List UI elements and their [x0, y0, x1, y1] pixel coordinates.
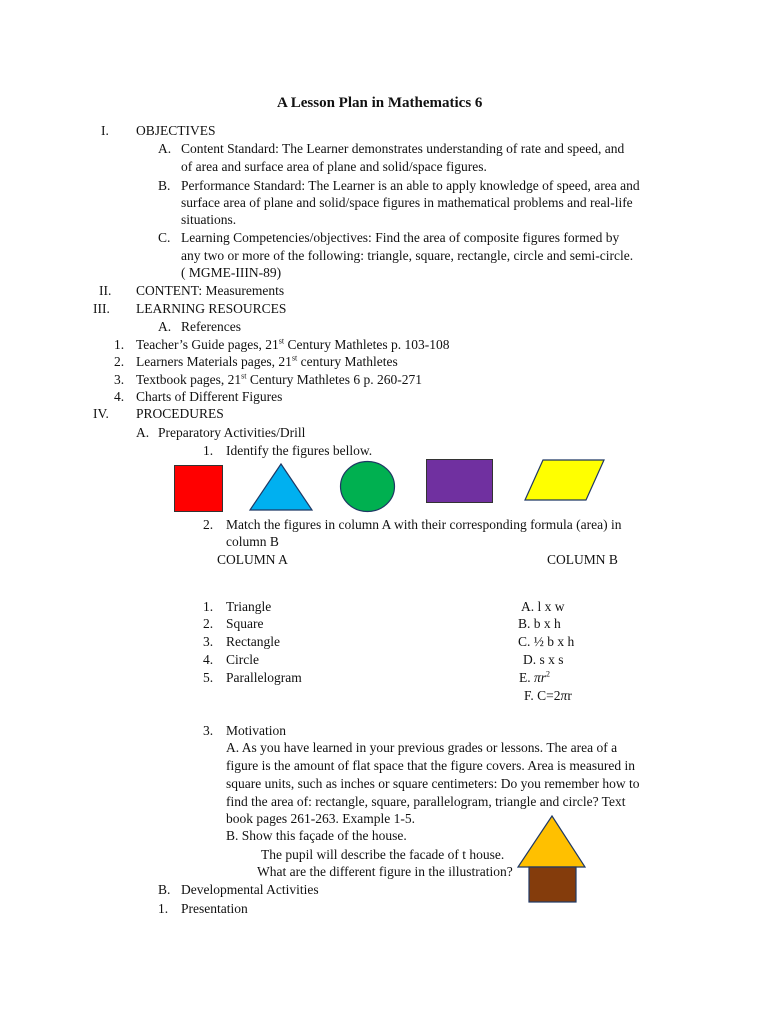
column-b-item: F. C=2πr — [524, 688, 572, 703]
reference-item: Learners Materials pages, 21st century Mathletes — [136, 353, 398, 369]
house-facade-figure — [515, 813, 589, 905]
red-square-figure — [174, 465, 223, 512]
item-letter: A. — [158, 141, 172, 156]
list-number: 4. — [203, 652, 214, 667]
competencies-line: Learning Competencies/objectives: Find the area of composite figures formed by — [181, 230, 620, 245]
column-a-item: Circle — [226, 652, 259, 667]
column-b-item: E. $\pi r^2$ — [519, 669, 551, 685]
item-letter: B. — [158, 178, 171, 193]
list-number: 1. — [158, 901, 169, 916]
list-number: 3. — [203, 723, 214, 738]
section-heading-procedures: PROCEDURES — [136, 406, 224, 421]
performance-standard-line: surface area of plane and solid/space figures in mathematical problems and real-life — [181, 195, 633, 210]
item-letter: C. — [158, 230, 171, 245]
step-match-line: Match the figures in column A with their corresponding formula (area) in — [226, 517, 622, 532]
list-number: 2. — [203, 616, 214, 631]
list-number: 1. — [114, 337, 125, 352]
column-b-item: B. b x h — [518, 616, 561, 631]
list-number: 5. — [203, 670, 214, 685]
list-number: 2. — [114, 354, 125, 369]
yellow-parallelogram-figure — [524, 458, 606, 502]
motivation-line: square units, such as inches or square centimeters: Do you remember how to — [226, 776, 640, 791]
page-title: A Lesson Plan in Mathematics 6 — [277, 95, 483, 111]
motivation-line: A. As you have learned in your previous grades or lessons. The area of a — [226, 740, 618, 755]
blue-triangle-figure — [248, 462, 314, 512]
house-description-line: What are the different figure in the illustration? — [257, 864, 513, 879]
step-match-line: column B — [226, 534, 279, 549]
motivation-line: B. Show this façade of the house. — [226, 828, 407, 843]
references-label: References — [181, 319, 241, 334]
content-standard-line: Content Standard: The Learner demonstrates understanding of rate and speed, and — [181, 141, 625, 156]
list-number: 4. — [114, 389, 125, 404]
section-number: III. — [93, 301, 110, 316]
item-letter: B. — [158, 882, 171, 897]
motivation-label: Motivation — [226, 723, 286, 738]
section-heading-objectives: OBJECTIVES — [136, 123, 216, 138]
item-letter: A. — [158, 319, 172, 334]
house-description-line: The pupil will describe the facade of t house. — [261, 847, 505, 862]
list-number: 1. — [203, 599, 214, 614]
motivation-line: figure is the amount of flat space that the figure covers. Area is measured in — [226, 758, 635, 773]
performance-standard-line: situations. — [181, 212, 237, 227]
item-letter: A. — [136, 425, 150, 440]
reference-item: Charts of Different Figures — [136, 389, 283, 404]
motivation-line: book pages 261-263. Example 1-5. — [226, 811, 415, 826]
content-standard-line: of area and surface area of plane and solid/space figures. — [181, 159, 487, 174]
competencies-line: ( MGME-IIIN-89) — [181, 265, 282, 280]
section-number: IV. — [93, 406, 109, 421]
column-b-item: D. s x s — [523, 652, 564, 667]
list-number: 1. — [203, 443, 214, 458]
performance-standard-line: Performance Standard: The Learner is an able to apply knowledge of speed, area and — [181, 178, 640, 193]
step-identify-figures: Identify the figures bellow. — [226, 443, 373, 458]
section-number: I. — [101, 123, 109, 138]
reference-item: Textbook pages, 21st Century Mathletes 6 p. 260-271 — [136, 371, 422, 387]
column-a-item: Square — [226, 616, 264, 631]
presentation-label: Presentation — [181, 901, 248, 916]
section-number: II. — [99, 283, 112, 298]
purple-rectangle-figure — [426, 459, 493, 503]
column-a-item: Parallelogram — [226, 670, 302, 685]
developmental-label: Developmental Activities — [181, 882, 319, 897]
competencies-line: any two or more of the following: triangle, square, rectangle, circle and semi-circle. — [181, 248, 634, 263]
motivation-line: find the area of: rectangle, square, parallelogram, triangle and circle? Text — [226, 794, 626, 809]
content-line: CONTENT: Measurements — [136, 283, 285, 298]
list-number: 3. — [114, 372, 125, 387]
preparatory-label: Preparatory Activities/Drill — [158, 425, 306, 440]
column-b-heading: COLUMN B — [547, 552, 618, 567]
reference-item: Teacher’s Guide pages, 21st Century Mathletes p. 103-108 — [136, 336, 450, 352]
green-circle-figure — [339, 460, 396, 513]
section-heading-resources: LEARNING RESOURCES — [136, 301, 287, 316]
column-b-item: C. ½ b x h — [518, 634, 575, 649]
column-a-item: Triangle — [226, 599, 272, 614]
column-a-item: Rectangle — [226, 634, 280, 649]
column-b-item: A. l x w — [521, 599, 565, 614]
list-number: 3. — [203, 634, 214, 649]
list-number: 2. — [203, 517, 214, 532]
column-a-heading: COLUMN A — [217, 552, 288, 567]
